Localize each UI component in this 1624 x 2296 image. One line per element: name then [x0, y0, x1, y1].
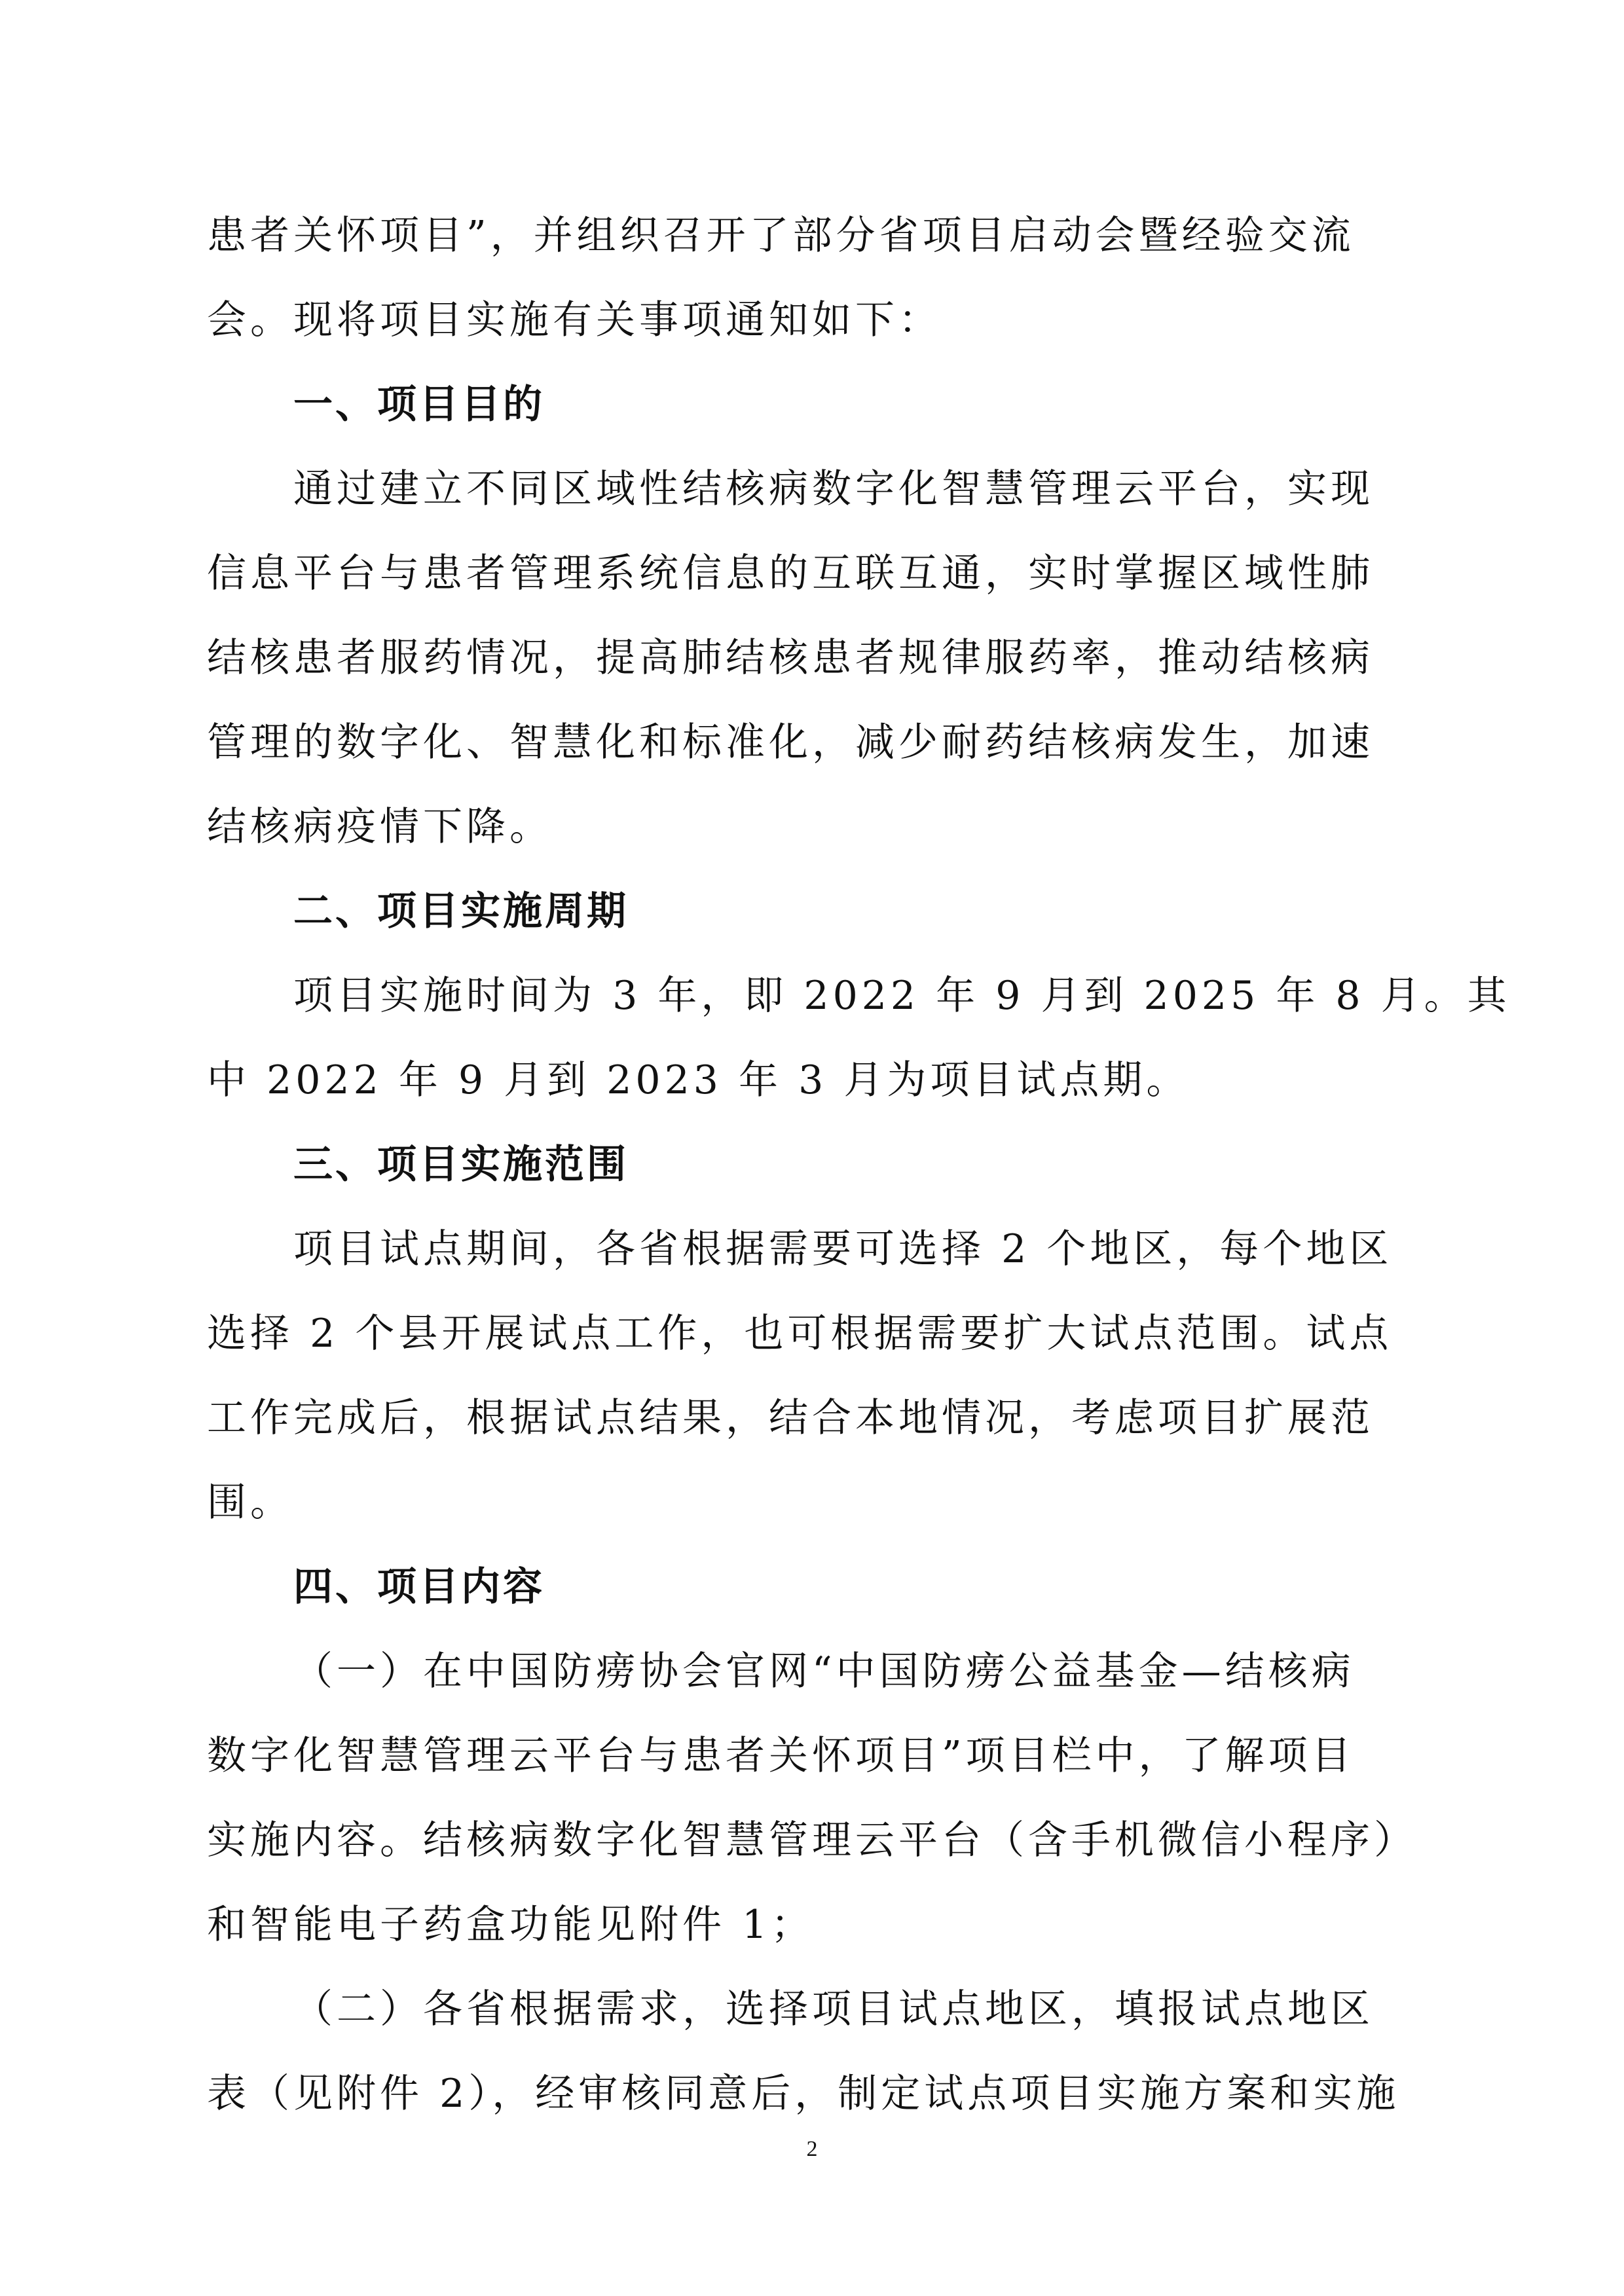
paragraph-line: 项目试点期间，各省根据需要可选择 2 个地区，每个地区 [293, 1226, 1393, 1272]
paragraph-line: 和智能电子药盒功能见附件 1； [207, 1902, 815, 1948]
paragraph-line: 工作完成后，根据试点结果，结合本地情况，考虑项目扩展范 [207, 1395, 1374, 1441]
paragraph-line: 通过建立不同区域性结核病数字化智慧管理云平台，实现 [293, 466, 1374, 512]
section-heading-scope: 三、项目实施范围 [293, 1142, 629, 1188]
paragraph-line: 围。 [207, 1480, 293, 1525]
paragraph-line: 实施内容。结核病数字化智慧管理云平台（含手机微信小程序） [207, 1817, 1417, 1863]
paragraph-line: 会。现将项目实施有关事项通知如下： [207, 297, 942, 343]
section-heading-purpose: 一、项目目的 [293, 382, 545, 428]
paragraph-line: 选择 2 个县开展试点工作，也可根据需要扩大试点范围。试点 [207, 1311, 1393, 1357]
paragraph-line: （一）在中国防痨协会官网“中国防痨公益基金—结核病 [293, 1649, 1355, 1694]
paragraph-line: 中 2022 年 9 月到 2023 年 3 月为项目试点期。 [207, 1057, 1190, 1103]
paragraph-line: 信息平台与患者管理系统信息的互联互通，实时掌握区域性肺 [207, 551, 1374, 596]
paragraph-line: 数字化智慧管理云平台与患者关怀项目”项目栏中，了解项目 [207, 1733, 1355, 1779]
paragraph-line: 项目实施时间为 3 年，即 2022 年 9 月到 2025 年 8 月。其 [293, 973, 1511, 1019]
paragraph-line: 结核患者服药情况，提高肺结核患者规律服药率，推动结核病 [207, 635, 1374, 681]
paragraph-line: 管理的数字化、智慧化和标准化，减少耐药结核病发生，加速 [207, 720, 1374, 765]
section-heading-content: 四、项目内容 [293, 1564, 545, 1610]
paragraph-line: 表（见附件 2），经审核同意后，制定试点项目实施方案和实施 [207, 2071, 1400, 2117]
paragraph-line: 结核病疫情下降。 [207, 804, 553, 850]
page-number: 2 [806, 2137, 818, 2161]
paragraph-line: 患者关怀项目”，并组织召开了部分省项目启动会暨经验交流 [207, 213, 1355, 259]
paragraph-line: （二）各省根据需求，选择项目试点地区，填报试点地区 [293, 1986, 1374, 2032]
document-body [207, 194, 1511, 2136]
section-heading-period: 二、项目实施周期 [293, 888, 629, 934]
